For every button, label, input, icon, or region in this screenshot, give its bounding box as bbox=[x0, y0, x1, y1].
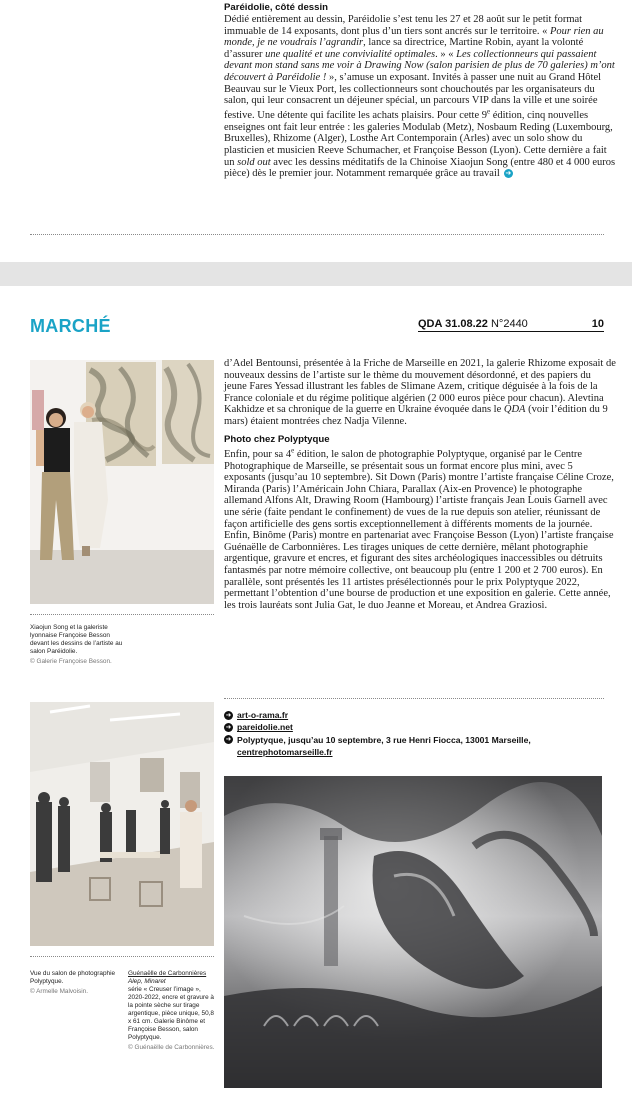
arrow-right-circle-icon: ➜ bbox=[225, 722, 232, 731]
link-row-3 bbox=[224, 734, 614, 759]
caption-divider bbox=[30, 956, 214, 957]
issue-number: N°2440 bbox=[490, 318, 528, 330]
caption-credit: © Guénaëlle de Carbonnières. bbox=[128, 1044, 215, 1051]
caption-title: Alep, Minaret bbox=[128, 978, 166, 985]
photo-artist-gallerist bbox=[30, 360, 214, 604]
dotted-divider bbox=[30, 234, 604, 235]
article-column bbox=[224, 2, 618, 180]
subheading-polyptyque: Photo chez Polyptyque bbox=[224, 433, 330, 445]
link-centrephoto[interactable]: centrephotomarseille.fr bbox=[237, 747, 333, 758]
caption-artist: Guénaëlle de Carbonnières bbox=[128, 970, 207, 977]
arrow-right-circle-icon: ➜ bbox=[225, 735, 232, 744]
section-title: MARCHÉ bbox=[30, 316, 111, 336]
article-paragraph bbox=[224, 14, 618, 180]
page-number: 10 bbox=[591, 318, 604, 330]
main-text-column bbox=[224, 358, 616, 611]
link-row-1[interactable] bbox=[224, 709, 614, 721]
links-list bbox=[224, 709, 614, 759]
link-row-2[interactable] bbox=[224, 721, 614, 733]
paragraph-rhizome bbox=[224, 358, 616, 428]
paragraph-polyptyque bbox=[224, 446, 616, 612]
article-paragraph-text: Dédié entièrement au dessin, Paréidolie s’est tenu les 27 et 28 août sur le petit format immuable de 14 exposants, dont plus d’un tiers sont ancrés sur le territoire. « Pour rien au monde, je ne voudrais l’agrandir, lance sa directrice, Martine Robin, ayant la volonté d’assurer une qualité et une convivialité optimales. » « Les collectionneurs qui passaient devant mon stand sans me voir à Drawing Now (salon parisien de plus de 70 galeries) m’ont découvert à Paréidolie ! », s’amuse un exposant. Invités à passer une nuit au Grand Hôtel Beauvau sur le Vieux Port, les collectionneurs sont chouchoutés par les organisateurs du salon, qui leur consacrent un déjeuner spécial, un parcours VIP dans la ville et une soirée festive. Une détente qui facilite les achats plaisirs. Pour cette 9e édition, cinq nouvelles enseignes ont fait leur entrée : les galeries Modulab (Metz), Nosbaum Reding (Luxembourg, Bruxelles), Rhizome (Alger), Losthe Art Contemporain (Arles) avec un solo show du plasticien et musicien Reeve Schumacher, et Françoise Besson (Lyon). Cette dernière a fait un sold out avec les dessins méditatifs de la Chinoise Xiaojun Song (entre 480 et 4 000 euros pièce) dès le premier jour. Notamment remarquée grâce au travail bbox=[224, 14, 616, 180]
issue-info bbox=[418, 318, 528, 330]
link-polyptyque-info bbox=[237, 734, 531, 759]
artwork-alep-minaret bbox=[224, 776, 602, 1088]
page-marche bbox=[0, 286, 632, 1106]
caption-text: Xiaojun Song et la galeriste lyonnaise Françoise Besson devant les dessins de l’artiste au salon Paréidolie. bbox=[30, 624, 123, 655]
issue-header bbox=[418, 318, 604, 332]
caption-photo-1 bbox=[30, 624, 130, 666]
caption-divider bbox=[30, 614, 214, 615]
article-heading: Paréidolie, côté dessin bbox=[224, 2, 328, 13]
page-separator bbox=[0, 262, 632, 286]
paragraph-polyptyque-text: Enfin, pour sa 4e édition, le salon de photographie Polyptyque, organisé par le Centre Photographique de Marseille, se présentait sous un format encore plus mini, avec 5 exposants (jusqu’au 10 septembre). Sit Down (Paris) montre l’artiste française Céline Croze, Miranda (Paris) l’Américain John Chiara, Parallax (Aix-en Provence) le photographe allemand Alfons Alt, Drawing Room (Hambourg) l’artiste français Jean Louis Garnell avec une série (faite pendant le confinement) de vues de la rue depuis son atelier, réunissant de façon artificielle des gens sortis exceptionnellement à différents moments de la journée. Enfin, Binôme (Paris) montre en partenariat avec Françoise Besson (Lyon) l’artiste française Guénaëlle de Carbonnières. Les tirages uniques de cette dernière, mêlant photographie argentique, gravure et encres, et figurant des sites archéologiques inaccessibles ou détruits fantasmés par notre mémoire collective, ont beaucoup plu (entre 1 200 et 2 700 euros). En parallèle, sont présentés les 11 artistes présélectionnés pour le prix Polyptyque 2022, permettant l’obtention d’une bourse de production et une exposition en galerie. Cette année, les trois lauréats sont Julia Gat, le duo Jeanne et Moreau, et Andrea Graziosi. bbox=[224, 446, 614, 611]
links-divider bbox=[224, 698, 604, 699]
issue-date: QDA 31.08.22 bbox=[418, 318, 488, 330]
arrow-right-circle-icon: ➜ bbox=[225, 710, 232, 719]
polyptyque-address: Polyptyque, jusqu’au 10 septembre, 3 rue Henri Fiocca, 13001 Marseille, bbox=[237, 734, 531, 745]
paragraph-rhizome-text: d’Adel Bentounsi, présentée à la Friche de Marseille en 2021, la galerie Rhizome exposait de nouveaux dessins de l’artiste sur le thème du mouvement désordonné, et des papiers du jeune Fares Yessad illustrant les fables de Slimane Azem, critique déguisée à la fois de la France coloniale et du régime politique algérien (2 000 euros pièce pour chacun). Alevtina Kakhidze et sa chronique de la guerre en Ukraine évoquée dans le QDA (voir l’édition du 9 mars) étaient montrées chez Nadja Vilenne. bbox=[224, 358, 616, 427]
caption-text: Vue du salon de photographie Polyptyque. bbox=[30, 970, 116, 985]
link-art-o-rama[interactable]: art-o-rama.fr bbox=[237, 710, 289, 720]
previous-page-fragment bbox=[0, 0, 632, 262]
caption-description: série « Creuser l’image », 2020-2022, encre et gravure à la pointe sèche sur tirage argentique, pièce unique, 50,8 x 61 cm. Galerie Binôme et Françoise Besson, salon Polyptyque. bbox=[128, 986, 214, 1041]
photo-fair-view bbox=[30, 702, 214, 946]
caption-photo-2 bbox=[30, 970, 122, 996]
arrow-right-circle-icon[interactable]: ➜ bbox=[505, 169, 512, 178]
caption-credit: © Armelle Malvoisin. bbox=[30, 988, 88, 995]
link-pareidolie[interactable]: pareidolie.net bbox=[237, 722, 293, 733]
caption-photo-3 bbox=[128, 970, 216, 1052]
caption-credit: © Galerie Françoise Besson. bbox=[30, 658, 112, 665]
